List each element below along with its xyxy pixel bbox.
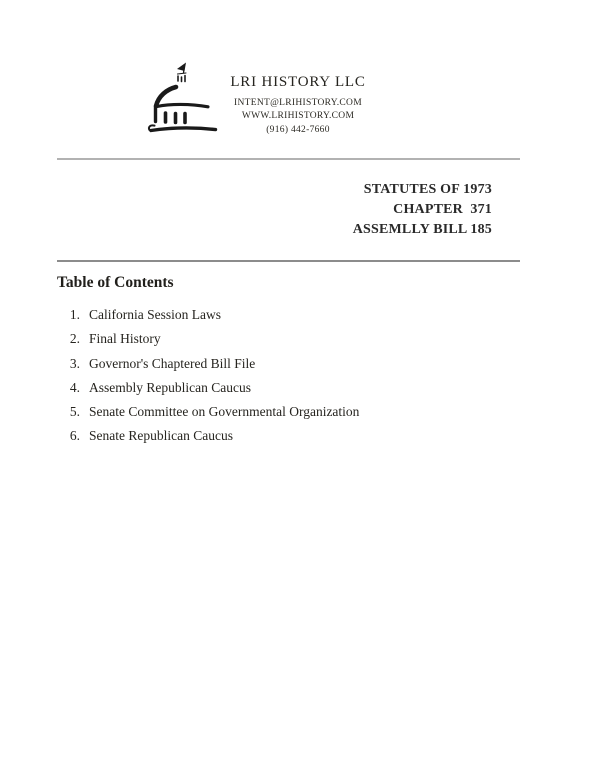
toc-item-label: Senate Republican Caucus — [89, 428, 233, 444]
toc-item-label: Assembly Republican Caucus — [89, 379, 251, 395]
statutes-year-line: STATUTES OF 1973 — [363, 182, 492, 197]
toc-item-label: Senate Committee on Governmental Organization — [89, 404, 360, 420]
chapter-line: CHAPTER 371 — [393, 202, 492, 217]
toc-item — [57, 424, 359, 448]
toc-item-label: Final History — [89, 331, 161, 347]
toc-item-number: 4. — [69, 379, 80, 395]
statute-reference — [353, 180, 492, 240]
contact-phone: (916) 442-7660 — [266, 124, 330, 135]
toc-heading: Table of Contents — [57, 274, 174, 291]
toc-item-number: 2. — [69, 331, 80, 347]
toc-item-number: 1. — [69, 307, 80, 322]
contact-block — [203, 97, 393, 137]
contact-email: INTENT@LRIHISTORY.COM — [234, 98, 362, 108]
toc-item — [57, 303, 359, 327]
assembly-bill-line: ASSEMLLY BILL 185 — [352, 222, 492, 237]
contact-website: WWW.LRIHISTORY.COM — [241, 111, 355, 122]
divider-top — [57, 158, 520, 160]
company-name: LRI HISTORY LLC — [230, 74, 366, 90]
toc-item-number: 6. — [69, 428, 80, 444]
toc-item — [57, 376, 359, 400]
toc-list — [57, 303, 359, 449]
toc-item — [57, 327, 359, 351]
divider-bottom — [57, 260, 520, 262]
toc-item-label: California Session Laws — [89, 307, 221, 322]
toc-item-label: Governor's Chaptered Bill File — [89, 355, 256, 371]
toc-item — [57, 400, 359, 424]
toc-item-number: 5. — [69, 404, 80, 420]
toc-item-number: 3. — [69, 355, 80, 371]
toc-item — [57, 352, 359, 376]
